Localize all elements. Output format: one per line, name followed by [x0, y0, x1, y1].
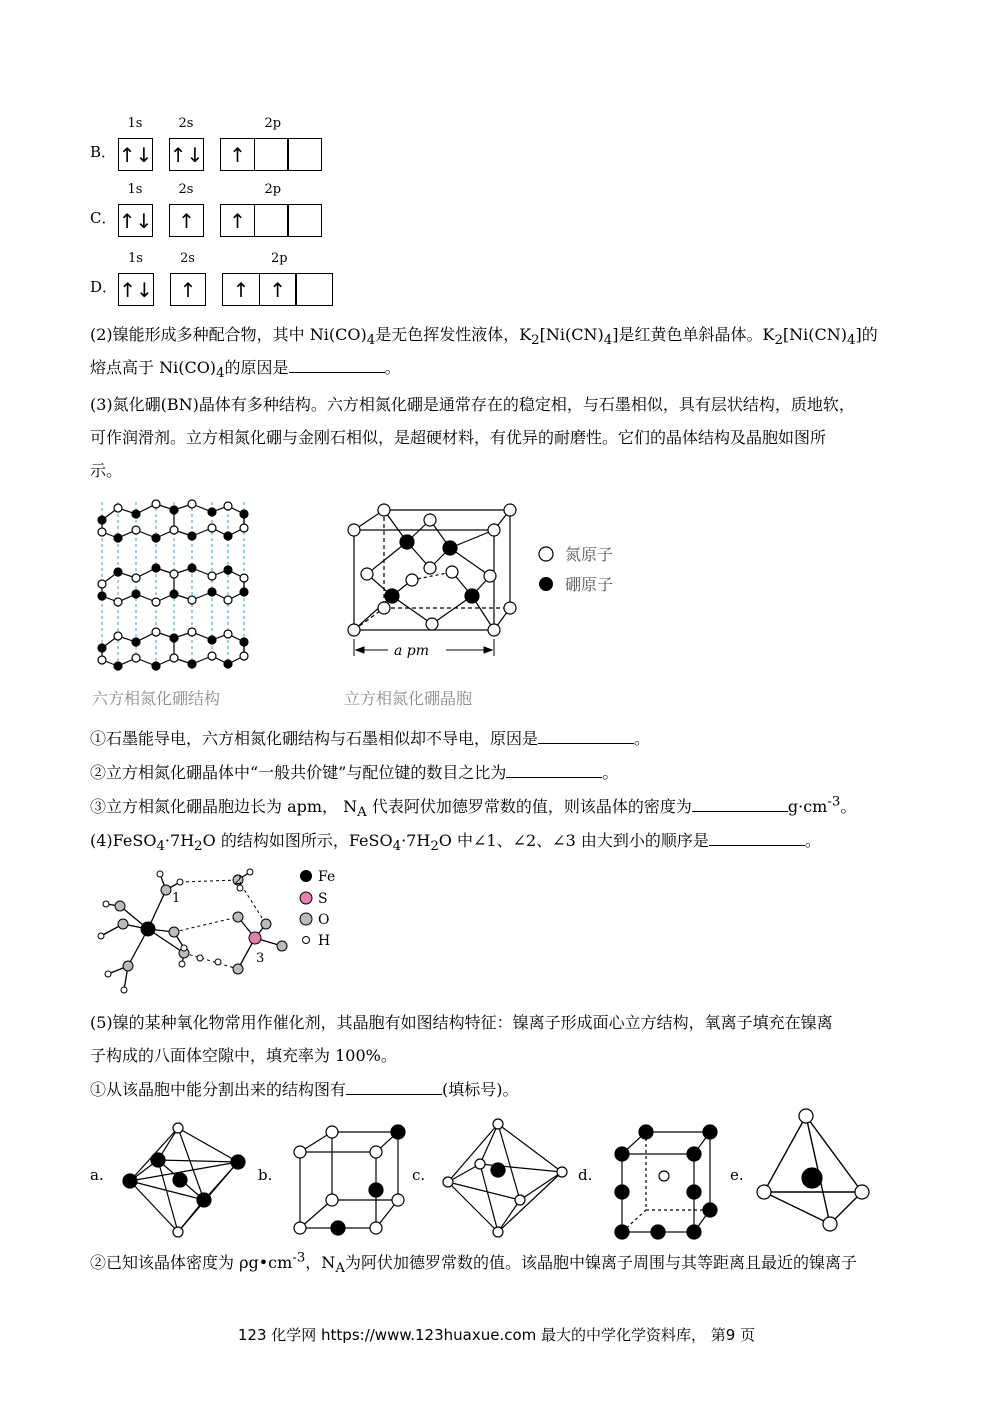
bn-legend	[535, 542, 635, 598]
fig-label-c: c.	[412, 1166, 426, 1184]
orbital-box: ↑↓	[118, 204, 153, 237]
option-label: B．	[90, 143, 117, 161]
orbital-name: 2s	[178, 182, 194, 197]
orbital-boxes	[220, 138, 321, 171]
page-footer: 123 化学网 https://www.123huaxue.com 最大的中学化学资料库， 第9 页	[237, 1326, 756, 1344]
orbital-box: ↑↓	[118, 138, 153, 171]
answer-blank[interactable]	[346, 1080, 442, 1095]
orbital-boxes	[222, 273, 332, 306]
svg-text:S: S	[318, 891, 328, 907]
q5-sub1: ①从该晶胞中能分割出来的结构图有 (填标号)。	[90, 1080, 519, 1099]
fig-label-e: e.	[730, 1166, 744, 1184]
orbital-boxes	[170, 273, 205, 306]
orbital-box: ↑↓	[118, 273, 154, 306]
orbital-name: 1s	[127, 116, 143, 131]
orbital-box	[254, 138, 289, 171]
fig-label-d: d.	[578, 1166, 593, 1184]
figure-c-octahedron	[438, 1114, 568, 1246]
hexagonal-bn-structure	[88, 488, 258, 678]
q5-line2: 子构成的八面体空隙中，填充率为 100%。	[90, 1046, 397, 1065]
orbital-boxes	[169, 138, 203, 171]
orbital-name: 1s	[127, 182, 143, 197]
svg-text:H: H	[318, 933, 331, 949]
figure-b-cube	[290, 1120, 410, 1240]
q3-sub2: ②立方相氮化硼晶体中“一般共价键”与配位键的数目之比为 。	[90, 763, 619, 782]
orbital-boxes	[220, 204, 321, 237]
orbital-name: 2s	[178, 116, 194, 131]
q5-line1: (5)镍的某种氧化物常用作催化剂，其晶胞有如图结构特征：镍离子形成面心立方结构，氧离子填充在镍离	[90, 1013, 833, 1032]
answer-blank[interactable]	[709, 831, 805, 846]
q2-line2: 熔点高于 $Ni(CO)_4$的原因是 。	[90, 358, 401, 382]
q4-line: $(4)FeSO_4\cdot 7H_2O$ 的结构如图所示，$FeSO_4\cdot 7H_2O$ 中∠1、∠2、∠3 由大到小的顺序是 。	[90, 831, 821, 855]
orbital-name: 1s	[128, 251, 143, 266]
o-legend-icon	[300, 913, 312, 925]
orbital-box: ↑	[222, 273, 260, 306]
fig-label-b: b.	[258, 1166, 273, 1184]
q2-line1: (2)镍能形成多种配合物，其中 $Ni(CO)_4$是无色挥发性液体，$K_2[Ni(CN)_4]$是红黄色单斜晶体。$K_2[Ni(CN)_4]$的	[90, 325, 878, 349]
orbital-box	[254, 204, 289, 237]
q3-line3: 示。	[90, 461, 123, 480]
svg-text:O: O	[318, 912, 330, 928]
q3-sub3: ③立方相氮化硼晶胞边长为 apm， $N_A$ 代表阿伏加德罗常数的值，则该晶体的密度为 $g\cdot cm^{-3}$。	[90, 794, 857, 821]
orbital-box	[287, 138, 322, 171]
legend-nitrogen: 氮原子	[565, 545, 614, 564]
feso4-legend	[296, 866, 356, 952]
orbital-boxes	[118, 273, 153, 306]
orbital-name: 2s	[180, 251, 195, 266]
caption-hexagonal: 六方相氮化硼结构	[92, 689, 221, 708]
orbital-name: 2p	[264, 182, 282, 197]
answer-blank[interactable]	[538, 729, 634, 744]
orbital-box: ↑	[169, 204, 204, 237]
option-label: D．	[90, 278, 118, 296]
answer-blank[interactable]	[692, 797, 788, 812]
s-atom	[249, 932, 261, 944]
orbital-box	[287, 204, 322, 237]
fe-legend-icon	[300, 870, 312, 882]
orbital-box: ↑↓	[169, 138, 204, 171]
orbital-name: 2p	[271, 251, 288, 266]
q3-line2: 可作润滑剂。立方相氮化硼与金刚石相似，是超硬材料，有优异的耐磨性。它们的晶体结构及晶胞如图所	[90, 428, 827, 447]
q3-sub1: ①石墨能导电，六方相氮化硼结构与石墨相似却不导电，原因是 。	[90, 729, 651, 748]
s-legend-icon	[300, 892, 312, 904]
figure-e-tetrahedron	[750, 1106, 884, 1238]
boron-legend-icon	[539, 577, 553, 591]
orbital-box: ↑	[220, 138, 255, 171]
orbital-box: ↑	[220, 204, 255, 237]
orbital-name: 2p	[264, 116, 282, 131]
angle-label-3: 3	[256, 951, 265, 966]
figure-d-cube	[610, 1120, 730, 1244]
dimension-label: a pm	[394, 643, 430, 659]
feso4-structure	[88, 862, 308, 998]
svg-text:Fe: Fe	[318, 869, 336, 885]
legend-boron: 硼原子	[565, 575, 614, 594]
q5-sub2: ②已知该晶体密度为 $\rho g•cm^{-3}$，$N_A$为阿伏加德罗常数的值。该晶胞中镍离子周围与其等距离且最近的镍离子	[90, 1250, 857, 1277]
orbital-box: ↑	[170, 273, 206, 306]
nitrogen-legend-icon	[539, 547, 553, 561]
fig-label-a: a.	[90, 1166, 104, 1184]
h-legend-icon	[303, 937, 310, 944]
answer-blank[interactable]	[506, 763, 602, 778]
orbital-boxes	[118, 138, 152, 171]
orbital-box	[295, 273, 333, 306]
answer-blank[interactable]	[289, 358, 385, 373]
option-label: C．	[90, 209, 117, 227]
caption-cubic: 立方相氮化硼晶胞	[344, 689, 473, 708]
angle-label-1: 1	[172, 891, 181, 906]
q3-line1: (3)氮化硼(BN)晶体有多种结构。六方相氮化硼是通常存在的稳定相，与石墨相似，具有层状结构，质地软，	[90, 395, 855, 414]
figure-a-octahedron	[118, 1118, 248, 1248]
orbital-box: ↑	[259, 273, 297, 306]
orbital-boxes	[118, 204, 152, 237]
cubic-bn-unit-cell	[340, 496, 530, 666]
angle-label-2: 2	[234, 873, 243, 888]
fe-atom	[141, 922, 155, 936]
orbital-boxes	[169, 204, 203, 237]
